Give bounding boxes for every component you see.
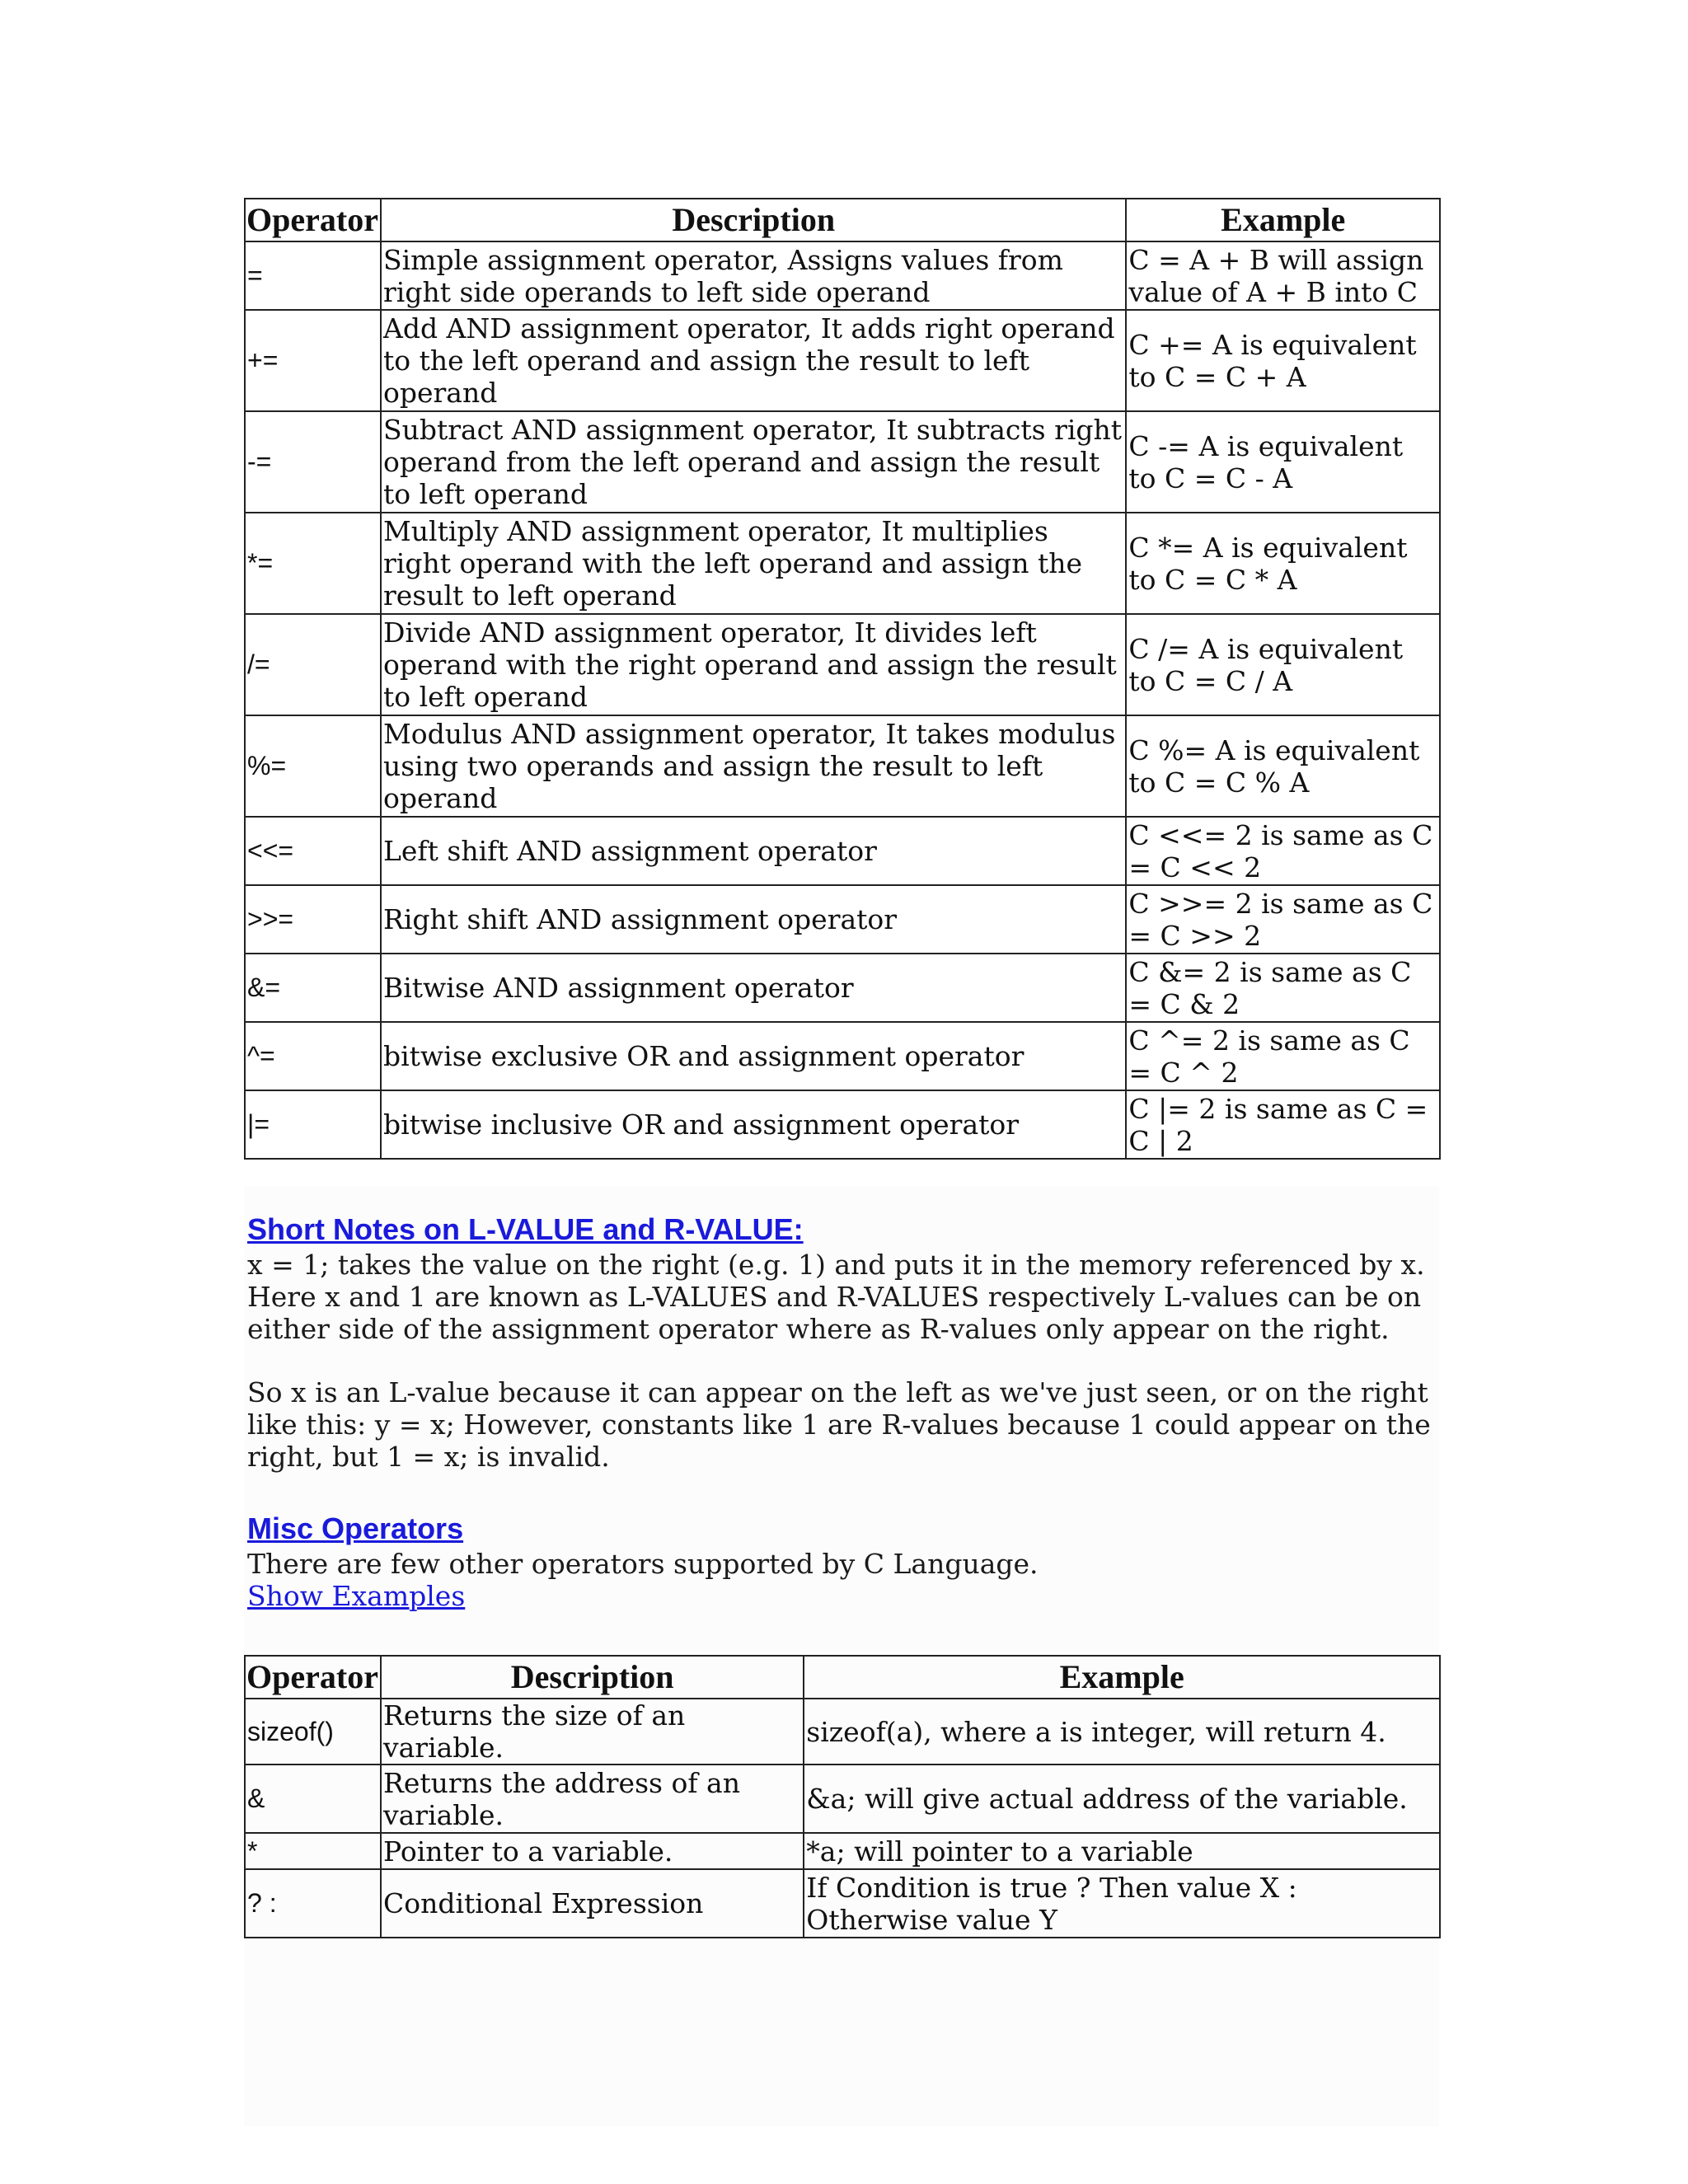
description-cell: Conditional Expression bbox=[381, 1869, 804, 1938]
description-cell: Pointer to a variable. bbox=[381, 1833, 804, 1869]
description-cell: Returns the size of an variable. bbox=[381, 1699, 804, 1765]
example-cell: C = A + B will assign value of A + B into C bbox=[1126, 241, 1440, 310]
table-header-row bbox=[245, 199, 1440, 241]
operator-cell: >>= bbox=[245, 885, 381, 954]
operator-cell: /= bbox=[245, 614, 381, 715]
description-cell: Bitwise AND assignment operator bbox=[381, 954, 1126, 1022]
lvalue-paragraph-2: So x is an L-value because it can appear on the left as we've just seen, or on the right like this: y = x; However, constants like 1 are R-values because 1 could appear on the right, but 1 = x; is invalid. bbox=[247, 1376, 1431, 1473]
description-cell: Right shift AND assignment operator bbox=[381, 885, 1126, 954]
description-cell: Modulus AND assignment operator, It takes modulus using two operands and assign the result to left operand bbox=[381, 715, 1126, 817]
table-row bbox=[245, 715, 1440, 817]
misc-operators-heading[interactable]: Misc Operators bbox=[247, 1511, 464, 1545]
example-cell: C += A is equivalent to C = C + A bbox=[1126, 310, 1440, 411]
example-cell: sizeof(a), where a is integer, will return 4. bbox=[804, 1699, 1440, 1765]
table-row bbox=[245, 411, 1440, 513]
description-cell: bitwise exclusive OR and assignment operator bbox=[381, 1022, 1126, 1090]
table-row bbox=[245, 614, 1440, 715]
lvalue-paragraph-1: x = 1; takes the value on the right (e.g. 1) and puts it in the memory referenced by x. Here x and 1 are known as L-VALUES and R-VALUES respectively L-values can be on either side of the assignment operator where as R-values only appear on the right. bbox=[247, 1249, 1425, 1345]
table-row bbox=[245, 885, 1440, 954]
table-row bbox=[245, 241, 1440, 310]
example-cell: C %= A is equivalent to C = C % A bbox=[1126, 715, 1440, 817]
example-cell: &a; will give actual address of the variable. bbox=[804, 1765, 1440, 1833]
example-cell: C -= A is equivalent to C = C - A bbox=[1126, 411, 1440, 513]
operator-cell: %= bbox=[245, 715, 381, 817]
description-column-header: Description bbox=[381, 199, 1126, 241]
operator-cell: sizeof() bbox=[245, 1699, 381, 1765]
operator-cell: <<= bbox=[245, 817, 381, 885]
table-row bbox=[245, 1699, 1440, 1765]
operator-cell: -= bbox=[245, 411, 381, 513]
assignment-operators-table bbox=[244, 198, 1441, 1160]
description-cell: Multiply AND assignment operator, It multiplies right operand with the left operand and assign the result to left operand bbox=[381, 513, 1126, 614]
table-row bbox=[245, 310, 1440, 411]
operator-cell: * bbox=[245, 1833, 381, 1869]
table-header-row bbox=[245, 1656, 1440, 1699]
example-cell: C <<= 2 is same as C = C << 2 bbox=[1126, 817, 1440, 885]
example-cell: If Condition is true ? Then value X : Otherwise value Y bbox=[804, 1869, 1440, 1938]
description-cell: Left shift AND assignment operator bbox=[381, 817, 1126, 885]
example-cell: C |= 2 is same as C = C | 2 bbox=[1126, 1090, 1440, 1159]
operator-cell: &= bbox=[245, 954, 381, 1022]
table-row bbox=[245, 954, 1440, 1022]
operator-cell: ^= bbox=[245, 1022, 381, 1090]
example-cell: *a; will pointer to a variable bbox=[804, 1833, 1440, 1869]
table-row bbox=[245, 1869, 1440, 1938]
operator-cell: += bbox=[245, 310, 381, 411]
table-row bbox=[245, 513, 1440, 614]
description-cell: Divide AND assignment operator, It divides left operand with the right operand and assign the result to left operand bbox=[381, 614, 1126, 715]
example-column-header: Example bbox=[804, 1656, 1440, 1699]
example-cell: C >>= 2 is same as C = C >> 2 bbox=[1126, 885, 1440, 954]
example-cell: C *= A is equivalent to C = C * A bbox=[1126, 513, 1440, 614]
table-row bbox=[245, 1022, 1440, 1090]
example-cell: C ^= 2 is same as C = C ^ 2 bbox=[1126, 1022, 1440, 1090]
misc-operators-table bbox=[244, 1655, 1441, 1938]
operator-column-header: Operator bbox=[245, 1656, 381, 1699]
table-row bbox=[245, 1090, 1440, 1159]
table-row bbox=[245, 1833, 1440, 1869]
operator-cell: |= bbox=[245, 1090, 381, 1159]
operator-cell: & bbox=[245, 1765, 381, 1833]
misc-operators-intro: There are few other operators supported by C Language. bbox=[247, 1548, 1039, 1580]
description-cell: Returns the address of an variable. bbox=[381, 1765, 804, 1833]
description-column-header: Description bbox=[381, 1656, 804, 1699]
operator-cell: ? : bbox=[245, 1869, 381, 1938]
lvalue-rvalue-heading[interactable]: Short Notes on L-VALUE and R-VALUE: bbox=[247, 1212, 804, 1246]
example-cell: C /= A is equivalent to C = C / A bbox=[1126, 614, 1440, 715]
description-cell: bitwise inclusive OR and assignment operator bbox=[381, 1090, 1126, 1159]
example-cell: C &= 2 is same as C = C & 2 bbox=[1126, 954, 1440, 1022]
operator-cell: *= bbox=[245, 513, 381, 614]
table-row bbox=[245, 817, 1440, 885]
operator-cell: = bbox=[245, 241, 381, 310]
example-column-header: Example bbox=[1126, 199, 1440, 241]
description-cell: Add AND assignment operator, It adds right operand to the left operand and assign the result to left operand bbox=[381, 310, 1126, 411]
table-row bbox=[245, 1765, 1440, 1833]
description-cell: Simple assignment operator, Assigns values from right side operands to left side operand bbox=[381, 241, 1126, 310]
operator-column-header: Operator bbox=[245, 199, 381, 241]
show-examples-link[interactable]: Show Examples bbox=[247, 1580, 466, 1612]
description-cell: Subtract AND assignment operator, It subtracts right operand from the left operand and assign the result to left operand bbox=[381, 411, 1126, 513]
